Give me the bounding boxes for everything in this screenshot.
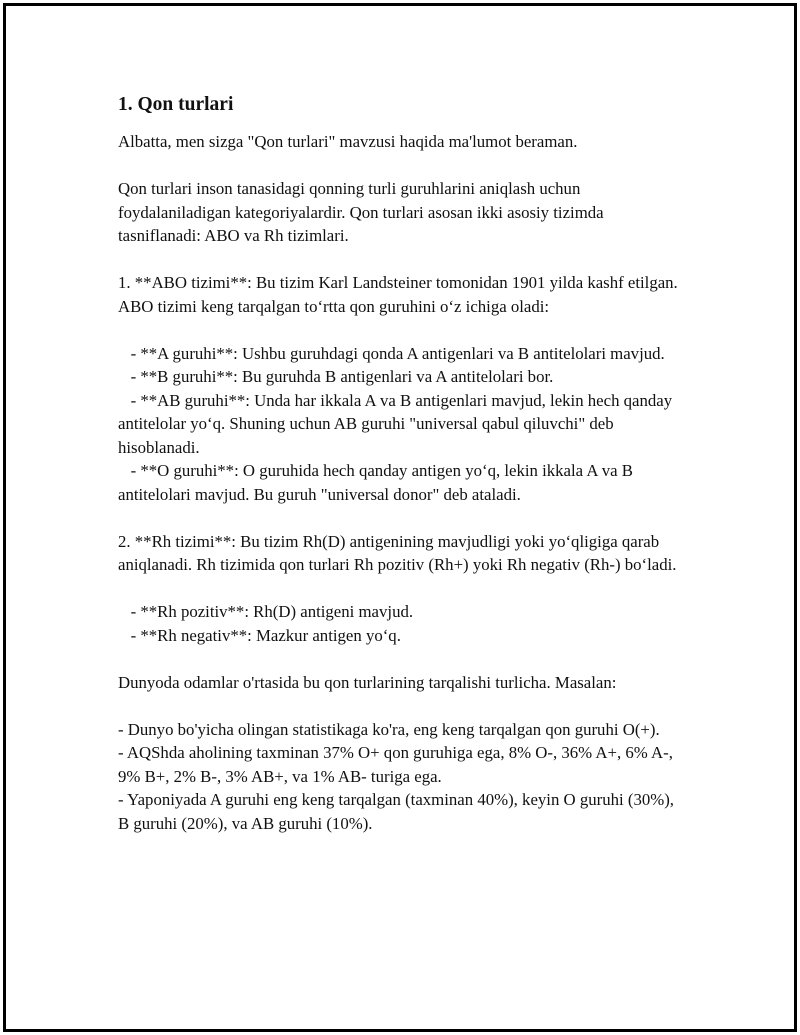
document-title: 1. Qon turlari (118, 94, 234, 115)
document-body (118, 90, 688, 835)
paragraph-list (118, 130, 688, 835)
blank-line (118, 647, 688, 671)
blank-line (118, 694, 688, 718)
blank-line (118, 248, 688, 272)
paragraph: Albatta, men sizga "Qon turlari" mavzusi haqida ma'lumot beraman. (118, 132, 578, 151)
paragraph: - **Rh negativ**: Mazkur antigen yo‘q. (118, 625, 401, 645)
blank-line (118, 577, 688, 601)
paragraph: Dunyoda odamlar o'rtasida bu qon turlarining tarqalishi turlicha. Masalan: (118, 672, 617, 692)
paragraph: - **A guruhi**: Ushbu guruhdagi qonda A antigenlari va B antitelolari mavjud. (118, 343, 665, 363)
paragraph: - Dunyo bo'yicha olingan statistikaga ko'ra, eng keng tarqalgan qon guruhi O(+). (118, 719, 660, 739)
paragraph: 1. **ABO tizimi**: Bu tizim Karl Landsteiner tomonidan 1901 yilda kashf etilgan. ABO tizimi keng tarqalgan to‘rtta qon guruhini o‘z ichiga oladi: (118, 273, 682, 316)
blank-line (118, 154, 688, 178)
paragraph: - **AB guruhi**: Unda har ikkala A va B antigenlari mavjud, lekin hech qanday antitelolar yo‘q. Shuning uchun AB guruhi "universal qabul qiluvchi" deb hisoblanadi. (118, 390, 677, 457)
paragraph: Qon turlari inson tanasidagi qonning turli guruhlarini aniqlash uchun foydalaniladigan kategoriyalardir. Qon turlari asosan ikki asosiy tizimda tasniflanadi: ABO va Rh tizimlari. (118, 179, 608, 245)
blank-line (118, 506, 688, 530)
paragraph: 2. **Rh tizimi**: Bu tizim Rh(D) antigenining mavjudligi yoki yo‘qligiga qarab aniqlanadi. Rh tizimida qon turlari Rh pozitiv (Rh+) yoki Rh negativ (Rh-) bo‘ladi. (118, 531, 677, 574)
paragraph: - **Rh pozitiv**: Rh(D) antigeni mavjud. (118, 602, 414, 621)
paragraph: - AQShda aholining taxminan 37% O+ qon guruhiga ega, 8% O-, 36% A+, 6% A-, 9% B+, 2% B-, 3% AB+, va 1% AB- turiga ega. (118, 743, 678, 786)
paragraph: - **O guruhi**: O guruhida hech qanday antigen yo‘q, lekin ikkala A va B antitelolari mavjud. Bu guruh "universal donor" deb ataladi. (118, 461, 638, 504)
paragraph: - Yaponiyada A guruhi eng keng tarqalgan (taxminan 40%), keyin O guruhi (30%), B guruhi (20%), va AB guruhi (10%). (118, 790, 679, 833)
paragraph: - **B guruhi**: Bu guruhda B antigenlari va A antitelolari bor. (118, 367, 554, 386)
blank-line (118, 318, 688, 342)
